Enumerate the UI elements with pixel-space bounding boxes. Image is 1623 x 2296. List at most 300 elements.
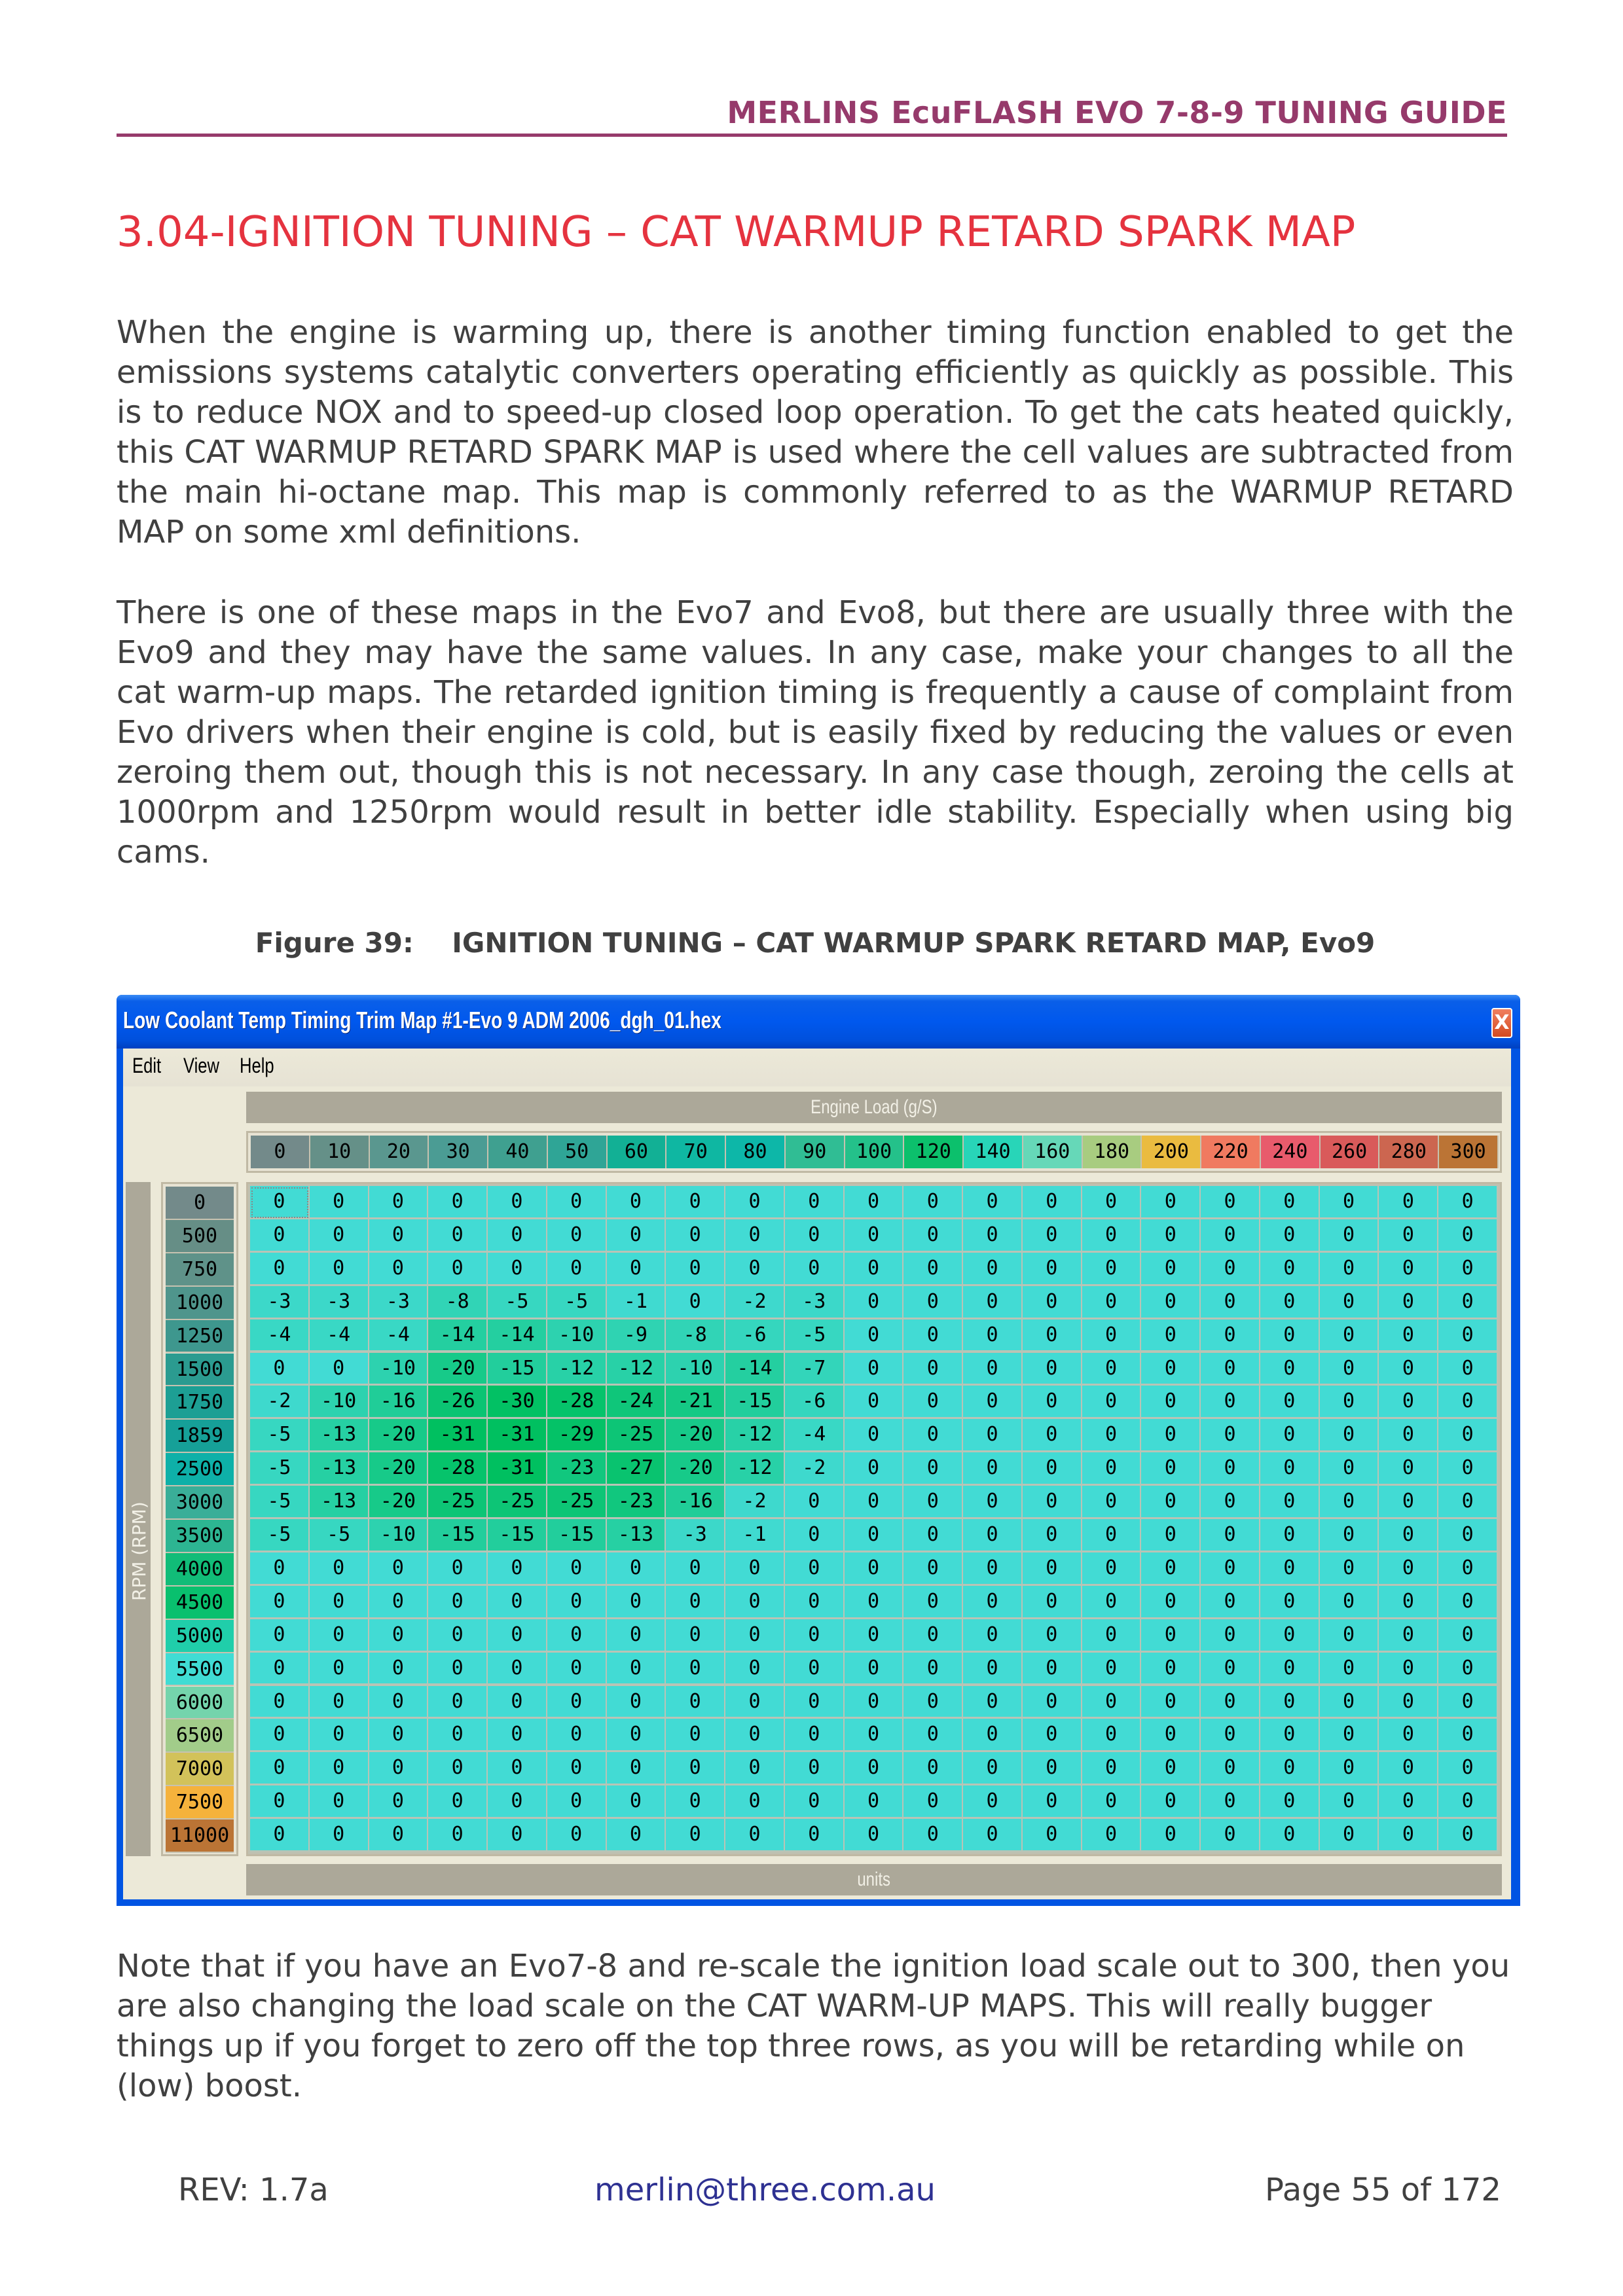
map-cell[interactable]: 0 bbox=[1141, 1552, 1201, 1586]
row-header-cell[interactable]: 4500 bbox=[166, 1587, 234, 1620]
map-cell[interactable]: 0 bbox=[310, 1653, 369, 1686]
map-cell[interactable]: 0 bbox=[903, 1353, 963, 1386]
map-cell[interactable]: 0 bbox=[1082, 1386, 1142, 1419]
map-cell[interactable]: 0 bbox=[963, 1452, 1023, 1486]
map-cell[interactable]: 0 bbox=[1141, 1686, 1201, 1719]
map-cell[interactable]: 0 bbox=[1320, 1319, 1379, 1353]
map-cell[interactable]: 0 bbox=[903, 1419, 963, 1452]
map-cell[interactable]: 0 bbox=[607, 1186, 666, 1219]
map-cell[interactable]: 0 bbox=[310, 1186, 369, 1219]
map-cell[interactable]: 0 bbox=[666, 1653, 725, 1686]
map-cell[interactable]: 0 bbox=[785, 1653, 845, 1686]
map-cell[interactable]: -1 bbox=[607, 1286, 666, 1319]
map-cell[interactable]: 0 bbox=[903, 1819, 963, 1852]
map-cell[interactable]: -12 bbox=[547, 1353, 607, 1386]
map-cell[interactable]: 0 bbox=[1141, 1319, 1201, 1353]
map-cell[interactable]: 0 bbox=[1023, 1552, 1082, 1586]
map-cell[interactable]: 0 bbox=[845, 1419, 904, 1452]
map-cell[interactable]: -31 bbox=[428, 1419, 488, 1452]
map-cell[interactable]: 0 bbox=[903, 1186, 963, 1219]
map-cell[interactable]: 0 bbox=[310, 1752, 369, 1785]
map-cell[interactable]: 0 bbox=[845, 1752, 904, 1785]
map-cell[interactable]: 0 bbox=[1379, 1419, 1438, 1452]
map-cell[interactable]: 0 bbox=[1320, 1519, 1379, 1552]
map-cell[interactable]: 0 bbox=[1438, 1519, 1498, 1552]
map-cell[interactable]: 0 bbox=[1320, 1586, 1379, 1619]
map-cell[interactable]: 0 bbox=[725, 1253, 785, 1286]
map-cell[interactable]: 0 bbox=[1438, 1253, 1498, 1286]
map-cell[interactable]: 0 bbox=[1260, 1819, 1320, 1852]
map-cell[interactable]: 0 bbox=[1320, 1552, 1379, 1586]
map-cell[interactable]: 0 bbox=[1082, 1353, 1142, 1386]
map-cell[interactable]: 0 bbox=[963, 1552, 1023, 1586]
map-cell[interactable]: 0 bbox=[1141, 1386, 1201, 1419]
map-cell[interactable]: 0 bbox=[1023, 1619, 1082, 1653]
map-cell[interactable]: 0 bbox=[1023, 1486, 1082, 1519]
map-cell[interactable]: 0 bbox=[310, 1353, 369, 1386]
map-cell[interactable]: 0 bbox=[547, 1619, 607, 1653]
map-cell[interactable]: 0 bbox=[1201, 1552, 1260, 1586]
map-cell[interactable]: 0 bbox=[1438, 1353, 1498, 1386]
map-cell[interactable]: -5 bbox=[250, 1486, 310, 1519]
map-cell[interactable]: -20 bbox=[369, 1419, 429, 1452]
map-cell[interactable]: -15 bbox=[725, 1386, 785, 1419]
map-cell[interactable]: 0 bbox=[1438, 1486, 1498, 1519]
map-cell[interactable]: 0 bbox=[725, 1752, 785, 1785]
map-cell[interactable]: -28 bbox=[428, 1452, 488, 1486]
map-cell[interactable]: 0 bbox=[1141, 1519, 1201, 1552]
map-cell[interactable]: 0 bbox=[250, 1619, 310, 1653]
map-cell[interactable]: 0 bbox=[666, 1552, 725, 1586]
map-cell[interactable]: 0 bbox=[785, 1186, 845, 1219]
map-cell[interactable]: 0 bbox=[1201, 1819, 1260, 1852]
map-cell[interactable]: -10 bbox=[666, 1353, 725, 1386]
map-cell[interactable]: 0 bbox=[666, 1785, 725, 1819]
map-cell[interactable]: 0 bbox=[310, 1686, 369, 1719]
map-cell[interactable]: -25 bbox=[547, 1486, 607, 1519]
map-cell[interactable]: 0 bbox=[903, 1785, 963, 1819]
map-cell[interactable]: 0 bbox=[1260, 1619, 1320, 1653]
map-cell[interactable]: 0 bbox=[1201, 1785, 1260, 1819]
map-cell[interactable]: 0 bbox=[1141, 1253, 1201, 1286]
map-cell[interactable]: 0 bbox=[1023, 1286, 1082, 1319]
map-cell[interactable]: 0 bbox=[1082, 1819, 1142, 1852]
map-cell[interactable]: 0 bbox=[1023, 1519, 1082, 1552]
map-cell[interactable]: -21 bbox=[666, 1386, 725, 1419]
map-cell[interactable]: 0 bbox=[1082, 1219, 1142, 1253]
map-cell[interactable]: 0 bbox=[1260, 1653, 1320, 1686]
map-cell[interactable]: 0 bbox=[488, 1653, 547, 1686]
row-header-cell[interactable]: 5000 bbox=[166, 1620, 234, 1653]
map-cell[interactable]: 0 bbox=[845, 1353, 904, 1386]
map-cell[interactable]: 0 bbox=[547, 1552, 607, 1586]
map-cell[interactable]: 0 bbox=[1260, 1353, 1320, 1386]
map-cell[interactable]: -10 bbox=[369, 1519, 429, 1552]
map-cell[interactable]: 0 bbox=[1201, 1719, 1260, 1752]
map-cell[interactable]: 0 bbox=[785, 1752, 845, 1785]
map-cell[interactable]: 0 bbox=[1260, 1552, 1320, 1586]
row-header-cell[interactable]: 1000 bbox=[166, 1287, 234, 1320]
column-header-cell[interactable]: 200 bbox=[1142, 1136, 1201, 1168]
map-cell[interactable]: 0 bbox=[963, 1686, 1023, 1719]
map-cell[interactable]: -25 bbox=[428, 1486, 488, 1519]
map-cell[interactable]: 0 bbox=[725, 1219, 785, 1253]
map-cell[interactable]: -1 bbox=[725, 1519, 785, 1552]
column-header-cell[interactable]: 30 bbox=[429, 1136, 488, 1168]
map-cell[interactable]: 0 bbox=[845, 1586, 904, 1619]
map-cell[interactable]: 0 bbox=[1438, 1319, 1498, 1353]
map-cell[interactable]: -25 bbox=[488, 1486, 547, 1519]
map-cell[interactable]: -13 bbox=[607, 1519, 666, 1552]
row-header-cell[interactable]: 7000 bbox=[166, 1753, 234, 1786]
map-cell[interactable]: 0 bbox=[1320, 1419, 1379, 1452]
column-header-cell[interactable]: 70 bbox=[666, 1136, 726, 1168]
map-cell[interactable]: 0 bbox=[1082, 1519, 1142, 1552]
map-cell[interactable]: 0 bbox=[1141, 1719, 1201, 1752]
map-cell[interactable]: 0 bbox=[428, 1552, 488, 1586]
map-cell[interactable]: 0 bbox=[1201, 1419, 1260, 1452]
map-cell[interactable]: 0 bbox=[845, 1219, 904, 1253]
map-cell[interactable]: -31 bbox=[488, 1419, 547, 1452]
column-header-cell[interactable]: 180 bbox=[1083, 1136, 1142, 1168]
map-cell[interactable]: -23 bbox=[607, 1486, 666, 1519]
map-cell[interactable]: 0 bbox=[547, 1586, 607, 1619]
column-header-cell[interactable]: 50 bbox=[548, 1136, 608, 1168]
map-cell[interactable]: 0 bbox=[1438, 1419, 1498, 1452]
map-cell[interactable]: 0 bbox=[428, 1819, 488, 1852]
map-cell[interactable]: 0 bbox=[428, 1186, 488, 1219]
map-cell[interactable]: 0 bbox=[1320, 1253, 1379, 1286]
map-cell[interactable]: 0 bbox=[547, 1186, 607, 1219]
map-cell[interactable]: 0 bbox=[1082, 1286, 1142, 1319]
map-cell[interactable]: 0 bbox=[607, 1819, 666, 1852]
map-cell[interactable]: -5 bbox=[250, 1519, 310, 1552]
map-cell[interactable]: 0 bbox=[250, 1586, 310, 1619]
map-cell[interactable]: 0 bbox=[785, 1486, 845, 1519]
map-cell[interactable]: 0 bbox=[785, 1819, 845, 1852]
map-cell[interactable]: 0 bbox=[845, 1653, 904, 1686]
map-cell[interactable]: 0 bbox=[845, 1253, 904, 1286]
map-cell[interactable]: 0 bbox=[1320, 1686, 1379, 1719]
map-cell[interactable]: 0 bbox=[666, 1752, 725, 1785]
map-cell[interactable]: 0 bbox=[963, 1353, 1023, 1386]
map-cell[interactable]: 0 bbox=[1201, 1686, 1260, 1719]
column-header-cell[interactable]: 120 bbox=[904, 1136, 964, 1168]
map-cell[interactable]: -13 bbox=[310, 1452, 369, 1486]
map-cell[interactable]: 0 bbox=[1379, 1253, 1438, 1286]
map-cell[interactable]: 0 bbox=[1320, 1819, 1379, 1852]
column-header-cell[interactable]: 240 bbox=[1261, 1136, 1321, 1168]
map-cell[interactable]: 0 bbox=[488, 1686, 547, 1719]
map-cell[interactable]: 0 bbox=[547, 1719, 607, 1752]
column-header-cell[interactable]: 80 bbox=[726, 1136, 786, 1168]
map-cell[interactable]: 0 bbox=[666, 1686, 725, 1719]
map-cell[interactable]: -20 bbox=[666, 1419, 725, 1452]
map-cell[interactable]: 0 bbox=[963, 1253, 1023, 1286]
map-cell[interactable]: 0 bbox=[1379, 1219, 1438, 1253]
map-cell[interactable]: 0 bbox=[1438, 1785, 1498, 1819]
map-cell[interactable]: 0 bbox=[488, 1586, 547, 1619]
map-cell[interactable]: 0 bbox=[1379, 1552, 1438, 1586]
map-cell[interactable]: 0 bbox=[785, 1519, 845, 1552]
map-cell[interactable]: 0 bbox=[725, 1619, 785, 1653]
map-cell[interactable]: 0 bbox=[1201, 1586, 1260, 1619]
map-cell[interactable]: 0 bbox=[607, 1785, 666, 1819]
map-cell[interactable]: -10 bbox=[369, 1353, 429, 1386]
map-cell[interactable]: 0 bbox=[1201, 1319, 1260, 1353]
map-cell[interactable]: 0 bbox=[666, 1586, 725, 1619]
map-cell[interactable]: 0 bbox=[1201, 1619, 1260, 1653]
map-cell[interactable]: -15 bbox=[428, 1519, 488, 1552]
map-cell[interactable]: 0 bbox=[785, 1253, 845, 1286]
map-cell[interactable]: -30 bbox=[488, 1386, 547, 1419]
window-titlebar[interactable] bbox=[117, 995, 1520, 1049]
map-cell[interactable]: -12 bbox=[725, 1452, 785, 1486]
row-header-cell[interactable]: 6000 bbox=[166, 1687, 234, 1720]
map-cell[interactable]: 0 bbox=[369, 1586, 429, 1619]
menu-help[interactable]: Help bbox=[240, 1054, 274, 1077]
map-cell[interactable]: 0 bbox=[1438, 1719, 1498, 1752]
map-cell[interactable]: 0 bbox=[785, 1586, 845, 1619]
map-cell[interactable]: 0 bbox=[369, 1653, 429, 1686]
map-cell[interactable]: 0 bbox=[1379, 1519, 1438, 1552]
map-cell[interactable]: 0 bbox=[1379, 1819, 1438, 1852]
map-cell[interactable]: 0 bbox=[1379, 1319, 1438, 1353]
map-cell[interactable]: 0 bbox=[903, 1619, 963, 1653]
map-cell[interactable]: 0 bbox=[369, 1253, 429, 1286]
map-cell[interactable]: 0 bbox=[1082, 1653, 1142, 1686]
map-cell[interactable]: 0 bbox=[547, 1752, 607, 1785]
map-cell[interactable]: -13 bbox=[310, 1419, 369, 1452]
map-cell[interactable]: 0 bbox=[1320, 1353, 1379, 1386]
map-cell[interactable]: 0 bbox=[1023, 1819, 1082, 1852]
map-cell[interactable]: 0 bbox=[903, 1552, 963, 1586]
map-cell[interactable]: 0 bbox=[1023, 1319, 1082, 1353]
map-cell[interactable]: 0 bbox=[1320, 1785, 1379, 1819]
row-header-cell[interactable]: 500 bbox=[166, 1220, 234, 1253]
map-cell[interactable]: -2 bbox=[725, 1486, 785, 1519]
row-header-cell[interactable]: 11000 bbox=[166, 1820, 234, 1853]
map-cell[interactable]: 0 bbox=[1320, 1286, 1379, 1319]
map-cell[interactable]: 0 bbox=[1141, 1752, 1201, 1785]
map-cell[interactable]: -12 bbox=[607, 1353, 666, 1386]
map-cell[interactable]: 0 bbox=[488, 1785, 547, 1819]
map-cell[interactable]: -5 bbox=[250, 1419, 310, 1452]
map-cell[interactable]: 0 bbox=[963, 1752, 1023, 1785]
map-cell[interactable]: 0 bbox=[1141, 1286, 1201, 1319]
column-header-cell[interactable]: 40 bbox=[488, 1136, 548, 1168]
map-cell[interactable]: 0 bbox=[1023, 1686, 1082, 1719]
map-cell[interactable]: 0 bbox=[1023, 1719, 1082, 1752]
map-cell[interactable]: 0 bbox=[1438, 1653, 1498, 1686]
map-cell[interactable]: -4 bbox=[310, 1319, 369, 1353]
map-cell[interactable]: 0 bbox=[547, 1253, 607, 1286]
map-cell[interactable]: 0 bbox=[310, 1619, 369, 1653]
map-cell[interactable]: -20 bbox=[428, 1353, 488, 1386]
map-cell[interactable]: 0 bbox=[903, 1452, 963, 1486]
map-cell[interactable]: 0 bbox=[1438, 1586, 1498, 1619]
map-cell[interactable]: 0 bbox=[1141, 1419, 1201, 1452]
map-cell[interactable]: 0 bbox=[666, 1186, 725, 1219]
map-cell[interactable]: 0 bbox=[785, 1552, 845, 1586]
map-cell[interactable]: -4 bbox=[785, 1419, 845, 1452]
map-cell[interactable]: -9 bbox=[607, 1319, 666, 1353]
row-header-cell[interactable]: 6500 bbox=[166, 1719, 234, 1753]
map-cell[interactable]: 0 bbox=[963, 1419, 1023, 1452]
map-cell[interactable]: 0 bbox=[369, 1219, 429, 1253]
map-cell[interactable]: 0 bbox=[1141, 1619, 1201, 1653]
map-cell[interactable]: 0 bbox=[725, 1586, 785, 1619]
map-cell[interactable]: -3 bbox=[666, 1519, 725, 1552]
map-cell[interactable]: 0 bbox=[1201, 1486, 1260, 1519]
map-cell[interactable]: -10 bbox=[310, 1386, 369, 1419]
map-cell[interactable]: 0 bbox=[963, 1519, 1023, 1552]
map-cell[interactable]: -14 bbox=[428, 1319, 488, 1353]
map-cell[interactable]: -14 bbox=[725, 1353, 785, 1386]
footer-email-link[interactable]: merlin@three.com.au bbox=[594, 2172, 936, 2208]
map-cell[interactable]: 0 bbox=[369, 1186, 429, 1219]
map-cell[interactable]: 0 bbox=[1260, 1452, 1320, 1486]
map-cell[interactable]: 0 bbox=[903, 1319, 963, 1353]
map-cell[interactable]: -13 bbox=[310, 1486, 369, 1519]
map-cell[interactable]: 0 bbox=[903, 1286, 963, 1319]
map-cell[interactable]: 0 bbox=[1082, 1419, 1142, 1452]
column-header-cell[interactable]: 20 bbox=[370, 1136, 429, 1168]
map-cell[interactable]: -2 bbox=[785, 1452, 845, 1486]
row-header-cell[interactable]: 3000 bbox=[166, 1486, 234, 1520]
map-cell[interactable]: 0 bbox=[310, 1819, 369, 1852]
map-cell[interactable]: 0 bbox=[607, 1719, 666, 1752]
map-cell[interactable]: 0 bbox=[903, 1686, 963, 1719]
map-cell[interactable]: 0 bbox=[1379, 1353, 1438, 1386]
menu-edit[interactable]: Edit bbox=[132, 1054, 162, 1077]
map-cell[interactable]: 0 bbox=[1201, 1519, 1260, 1552]
map-cell[interactable]: -2 bbox=[725, 1286, 785, 1319]
map-cell[interactable]: 0 bbox=[607, 1619, 666, 1653]
map-cell[interactable]: 0 bbox=[607, 1219, 666, 1253]
map-cell[interactable]: -25 bbox=[607, 1419, 666, 1452]
row-header-cell[interactable]: 1250 bbox=[166, 1320, 234, 1354]
column-header-cell[interactable]: 60 bbox=[608, 1136, 667, 1168]
map-cell[interactable]: -2 bbox=[250, 1386, 310, 1419]
map-cell[interactable]: 0 bbox=[785, 1785, 845, 1819]
map-cell[interactable]: 0 bbox=[845, 1552, 904, 1586]
map-cell[interactable]: 0 bbox=[1320, 1186, 1379, 1219]
map-cell[interactable]: 0 bbox=[547, 1219, 607, 1253]
row-header-cell[interactable]: 5500 bbox=[166, 1653, 234, 1687]
map-cell[interactable]: -5 bbox=[310, 1519, 369, 1552]
map-cell[interactable]: 0 bbox=[488, 1253, 547, 1286]
map-cell[interactable]: 0 bbox=[1082, 1186, 1142, 1219]
map-cell[interactable]: 0 bbox=[725, 1719, 785, 1752]
map-cell[interactable]: 0 bbox=[428, 1586, 488, 1619]
map-cell[interactable]: 0 bbox=[845, 1486, 904, 1519]
map-cell[interactable]: 0 bbox=[1379, 1653, 1438, 1686]
map-cell[interactable]: 0 bbox=[903, 1653, 963, 1686]
map-cell[interactable]: 0 bbox=[1023, 1785, 1082, 1819]
map-cell[interactable]: 0 bbox=[1379, 1619, 1438, 1653]
map-cell[interactable]: 0 bbox=[1438, 1286, 1498, 1319]
map-cell[interactable]: 0 bbox=[250, 1719, 310, 1752]
map-cell[interactable]: 0 bbox=[845, 1719, 904, 1752]
map-cell[interactable]: 0 bbox=[845, 1286, 904, 1319]
map-cell[interactable]: 0 bbox=[725, 1686, 785, 1719]
map-cell[interactable]: 0 bbox=[963, 1186, 1023, 1219]
map-cell[interactable]: 0 bbox=[1141, 1353, 1201, 1386]
map-cell[interactable]: 0 bbox=[845, 1319, 904, 1353]
map-cell[interactable]: 0 bbox=[250, 1785, 310, 1819]
map-cell[interactable]: 0 bbox=[1260, 1219, 1320, 1253]
map-cell[interactable]: 0 bbox=[1260, 1186, 1320, 1219]
map-cell[interactable]: -20 bbox=[369, 1486, 429, 1519]
map-cell[interactable]: 0 bbox=[1438, 1752, 1498, 1785]
map-cell[interactable]: 0 bbox=[1260, 1785, 1320, 1819]
map-cell[interactable]: 0 bbox=[1082, 1552, 1142, 1586]
map-cell[interactable]: 0 bbox=[488, 1819, 547, 1852]
map-cell[interactable]: 0 bbox=[1260, 1752, 1320, 1785]
map-cell[interactable]: -4 bbox=[369, 1319, 429, 1353]
map-cell[interactable]: -6 bbox=[785, 1386, 845, 1419]
map-cell[interactable]: 0 bbox=[666, 1619, 725, 1653]
map-cell[interactable]: 0 bbox=[963, 1286, 1023, 1319]
map-cell[interactable]: 0 bbox=[607, 1586, 666, 1619]
map-cell[interactable]: 0 bbox=[488, 1219, 547, 1253]
map-cell[interactable]: 0 bbox=[785, 1219, 845, 1253]
map-cell[interactable]: 0 bbox=[310, 1219, 369, 1253]
map-cell[interactable]: 0 bbox=[1023, 1353, 1082, 1386]
map-cell[interactable]: -15 bbox=[547, 1519, 607, 1552]
map-cell[interactable]: 0 bbox=[1260, 1686, 1320, 1719]
row-header-cell[interactable]: 1859 bbox=[166, 1420, 234, 1453]
row-header-cell[interactable]: 3500 bbox=[166, 1520, 234, 1553]
map-cell[interactable]: 0 bbox=[845, 1686, 904, 1719]
map-cell[interactable]: 0 bbox=[369, 1819, 429, 1852]
map-cell[interactable]: -31 bbox=[488, 1452, 547, 1486]
map-cell[interactable]: 0 bbox=[1023, 1253, 1082, 1286]
map-cell[interactable]: 0 bbox=[1141, 1653, 1201, 1686]
map-cell[interactable]: 0 bbox=[547, 1686, 607, 1719]
map-cell[interactable]: 0 bbox=[428, 1653, 488, 1686]
map-cell[interactable]: 0 bbox=[369, 1686, 429, 1719]
column-header-cell[interactable]: 0 bbox=[251, 1136, 310, 1168]
map-cell[interactable]: 0 bbox=[1320, 1719, 1379, 1752]
map-cell[interactable]: 0 bbox=[1379, 1686, 1438, 1719]
map-cell[interactable]: 0 bbox=[1201, 1752, 1260, 1785]
row-header-cell[interactable]: 4000 bbox=[166, 1553, 234, 1587]
map-cell[interactable]: 0 bbox=[963, 1319, 1023, 1353]
map-cell[interactable]: 0 bbox=[1379, 1186, 1438, 1219]
map-cell[interactable]: 0 bbox=[1201, 1386, 1260, 1419]
map-cell[interactable]: 0 bbox=[488, 1619, 547, 1653]
map-cell[interactable]: 0 bbox=[1141, 1186, 1201, 1219]
map-cell[interactable]: 0 bbox=[250, 1752, 310, 1785]
map-cell[interactable]: 0 bbox=[1201, 1452, 1260, 1486]
map-cell[interactable]: 0 bbox=[1082, 1452, 1142, 1486]
map-cell[interactable]: -23 bbox=[547, 1452, 607, 1486]
map-cell[interactable]: 0 bbox=[725, 1653, 785, 1686]
map-cell[interactable]: 0 bbox=[785, 1619, 845, 1653]
column-header-cell[interactable]: 90 bbox=[786, 1136, 845, 1168]
map-cell[interactable]: -15 bbox=[488, 1519, 547, 1552]
map-cell[interactable]: 0 bbox=[1023, 1419, 1082, 1452]
map-cell[interactable]: 0 bbox=[250, 1253, 310, 1286]
map-cell[interactable]: 0 bbox=[310, 1719, 369, 1752]
map-cell[interactable]: 0 bbox=[310, 1785, 369, 1819]
map-cell[interactable]: 0 bbox=[428, 1752, 488, 1785]
map-cell[interactable]: 0 bbox=[666, 1819, 725, 1852]
map-cell[interactable]: 0 bbox=[1082, 1619, 1142, 1653]
map-cell[interactable]: 0 bbox=[1141, 1785, 1201, 1819]
